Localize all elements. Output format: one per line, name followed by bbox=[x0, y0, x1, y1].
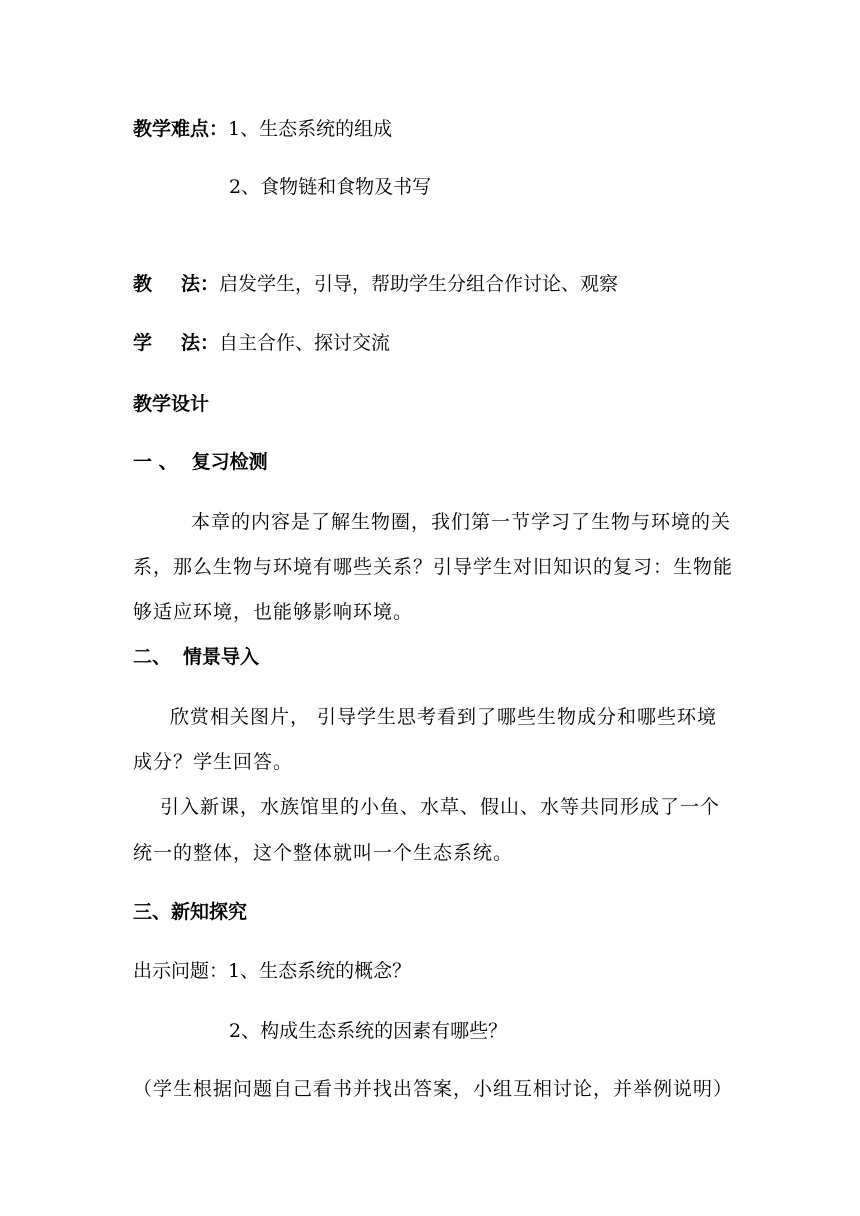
design-title: 教学设计 bbox=[133, 393, 210, 415]
section-1-paragraph-line-2: 系，那么生物与环境有哪些关系？引导学生对旧知识的复习：生物能 bbox=[133, 556, 734, 578]
section-1-paragraph-line-1: 本章的内容是了解生物圈，我们第一节学习了生物与环境的关 bbox=[191, 511, 732, 533]
teaching-method-line bbox=[133, 272, 618, 296]
teaching-method-text: 启发学生，引导，帮助学生分组合作讨论、观察 bbox=[219, 273, 619, 295]
learning-method-line bbox=[133, 331, 390, 355]
learning-method-label-b: 法： bbox=[181, 332, 220, 354]
teaching-method-label-b: 法： bbox=[181, 273, 220, 295]
section-3-heading: 三、新知探究 bbox=[133, 901, 248, 923]
section-2-paragraph-line-1: 欣赏相关图片， 引导学生思考看到了哪些生物成分和哪些环境 bbox=[170, 706, 718, 728]
learning-method-text: 自主合作、探讨交流 bbox=[219, 332, 391, 354]
section-2-paragraph-line-4: 统一的整体，这个整体就叫一个生态系统。 bbox=[133, 842, 514, 864]
section-1-number: 一 、 bbox=[133, 451, 178, 473]
difficulty-item-2: 2、食物链和食物及书写 bbox=[229, 176, 432, 198]
section-2-paragraph-line-2: 成分？学生回答。 bbox=[133, 751, 294, 773]
section-2-heading bbox=[133, 645, 259, 669]
instruction-note: （学生根据问题自己看书并找出答案，小组互相讨论，并举例说明） bbox=[133, 1078, 734, 1100]
difficulty-item-1: 1、生态系统的组成 bbox=[228, 118, 393, 140]
section-1-paragraph-line-3: 够适应环境，也能够影响环境。 bbox=[133, 601, 414, 623]
question-label: 出示问题： bbox=[133, 960, 229, 982]
difficulty-line-1 bbox=[133, 117, 392, 141]
question-1: 1、生态系统的概念？ bbox=[228, 960, 412, 982]
section-2-number: 二、 bbox=[133, 646, 172, 668]
section-1-heading bbox=[133, 450, 268, 474]
section-1-title: 复习检测 bbox=[191, 451, 268, 473]
section-2-title: 情景导入 bbox=[183, 646, 260, 668]
learning-method-label-a: 学 bbox=[133, 332, 153, 354]
question-line-1 bbox=[133, 959, 411, 983]
difficulty-label: 教学难点： bbox=[133, 118, 229, 140]
question-2: 2、构成生态系统的因素有哪些？ bbox=[229, 1020, 508, 1042]
teaching-method-label-a: 教 bbox=[133, 273, 153, 295]
section-2-paragraph-line-3: 引入新课，水族馆里的小鱼、水草、假山、水等共同形成了一个 bbox=[160, 796, 721, 818]
